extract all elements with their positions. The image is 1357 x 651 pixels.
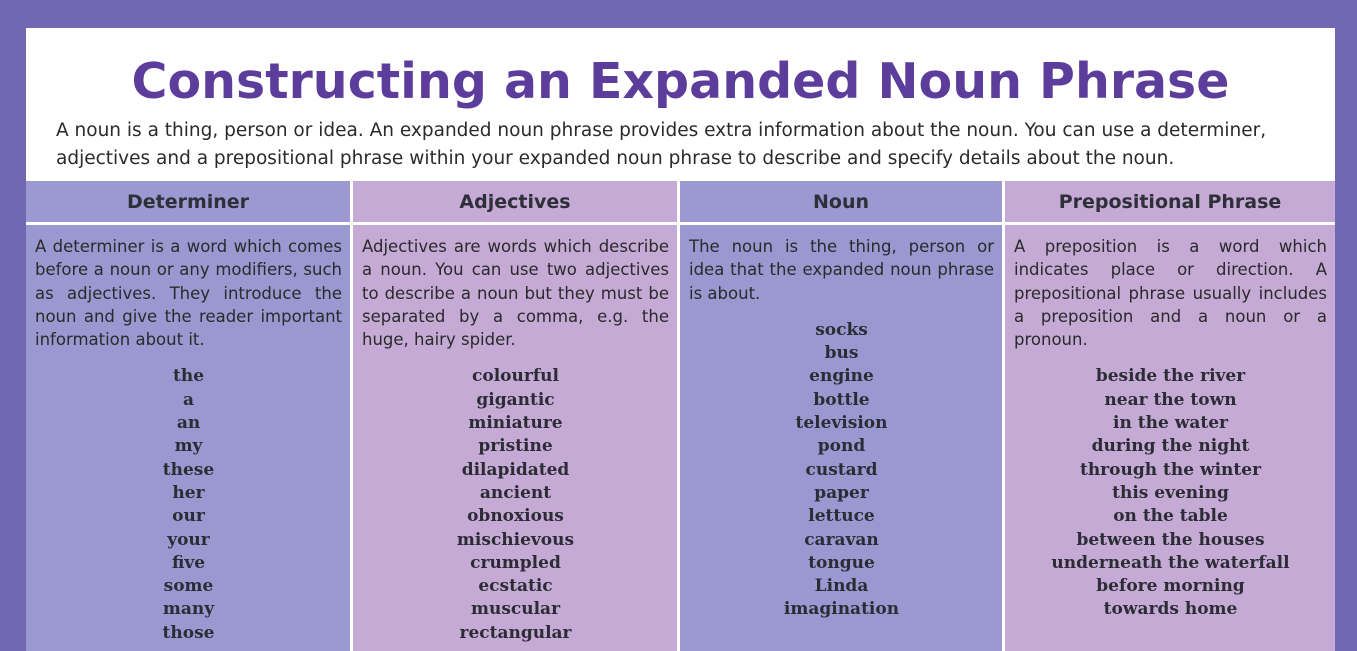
word-item: Linda [814, 576, 869, 597]
column-adjectives [353, 181, 677, 651]
column-body [1005, 225, 1335, 651]
intro-line: A noun is a thing, person or idea. An expanded noun phrase provides extra information about the noun. You can use a determiner, [56, 120, 1267, 141]
word-item: television [795, 413, 888, 434]
word-item: those [162, 622, 215, 643]
column-heading: Adjectives [353, 181, 677, 222]
word-item: dilapidated [461, 459, 570, 480]
word-item: engine [809, 366, 874, 387]
word-item: paper [814, 482, 869, 503]
word-list [35, 365, 342, 645]
word-item: between the houses [1076, 529, 1265, 550]
column-description: Adjectives are words which describe a noun. You can use two adjectives to describe a noun but they must be separated by a comma, e.g. the huge, hairy spider. [362, 237, 669, 350]
word-item: underneath the waterfall [1051, 552, 1290, 573]
word-item: five [171, 552, 206, 573]
word-item: pristine [478, 436, 553, 457]
intro-line: adjectives and a prepositional phrase within your expanded noun phrase to describe and specify details about the noun. [56, 148, 1175, 169]
word-item: imagination [783, 599, 900, 620]
word-item: lettuce [808, 506, 875, 527]
word-item: before morning [1096, 576, 1245, 597]
word-list [1014, 365, 1327, 621]
word-item: the [172, 366, 205, 387]
word-item: caravan [804, 529, 879, 550]
word-item: bottle [813, 389, 870, 410]
word-item: our [172, 506, 205, 527]
poster-sheet [26, 28, 1335, 651]
word-item: some [163, 576, 214, 597]
word-list [362, 365, 669, 645]
word-item: ecstatic [478, 576, 553, 597]
column-determiner [26, 181, 350, 651]
word-item: colourful [472, 366, 559, 387]
word-item: obnoxious [467, 506, 564, 527]
word-item: towards home [1103, 599, 1238, 620]
column-body [26, 225, 350, 651]
column-heading: Determiner [26, 181, 350, 222]
word-item: socks [815, 319, 868, 340]
column-prepositional-phrase [1005, 181, 1335, 651]
word-item: pond [817, 436, 866, 457]
word-item: near the town [1104, 389, 1237, 410]
column-description: A determiner is a word which comes before a noun or any modifiers, such as adjectives. They introduce the noun and give the reader important information about it. [35, 237, 342, 350]
word-item: gigantic [476, 389, 555, 410]
page-title: Constructing an Expanded Noun Phrase [131, 53, 1230, 110]
word-item: bus [824, 343, 859, 364]
word-item: during the night [1091, 436, 1250, 457]
word-item: ancient [479, 482, 552, 503]
column-noun [680, 181, 1002, 651]
column-body [680, 225, 1002, 651]
column-heading: Noun [680, 181, 1002, 222]
column-heading: Prepositional Phrase [1005, 181, 1335, 222]
word-list [689, 319, 994, 622]
word-item: this evening [1112, 482, 1229, 503]
word-item: her [172, 482, 205, 503]
word-item: in the water [1113, 413, 1228, 434]
word-item: my [174, 436, 203, 457]
word-item: rectangular [459, 622, 572, 643]
word-item: miniature [468, 413, 563, 434]
word-item: muscular [470, 599, 561, 620]
word-item: a [182, 389, 194, 410]
column-body [353, 225, 677, 651]
column-description: A preposition is a word which indicates place or direction. A prepositional phrase usually includes a preposition and a noun or a pronoun. [1014, 237, 1327, 350]
word-item: beside the river [1095, 366, 1246, 387]
word-item: custard [805, 459, 878, 480]
word-item: on the table [1113, 506, 1228, 527]
word-item: through the winter [1079, 459, 1262, 480]
word-item: an [176, 413, 201, 434]
column-description: The noun is the thing, person or idea that the expanded noun phrase is about. [689, 237, 994, 303]
word-item: tongue [808, 552, 875, 573]
word-item: crumpled [470, 552, 561, 573]
intro-text [56, 117, 1316, 173]
word-item: your [167, 529, 210, 550]
word-item: mischievous [456, 529, 575, 550]
word-item: many [162, 599, 215, 620]
word-item: these [162, 459, 215, 480]
